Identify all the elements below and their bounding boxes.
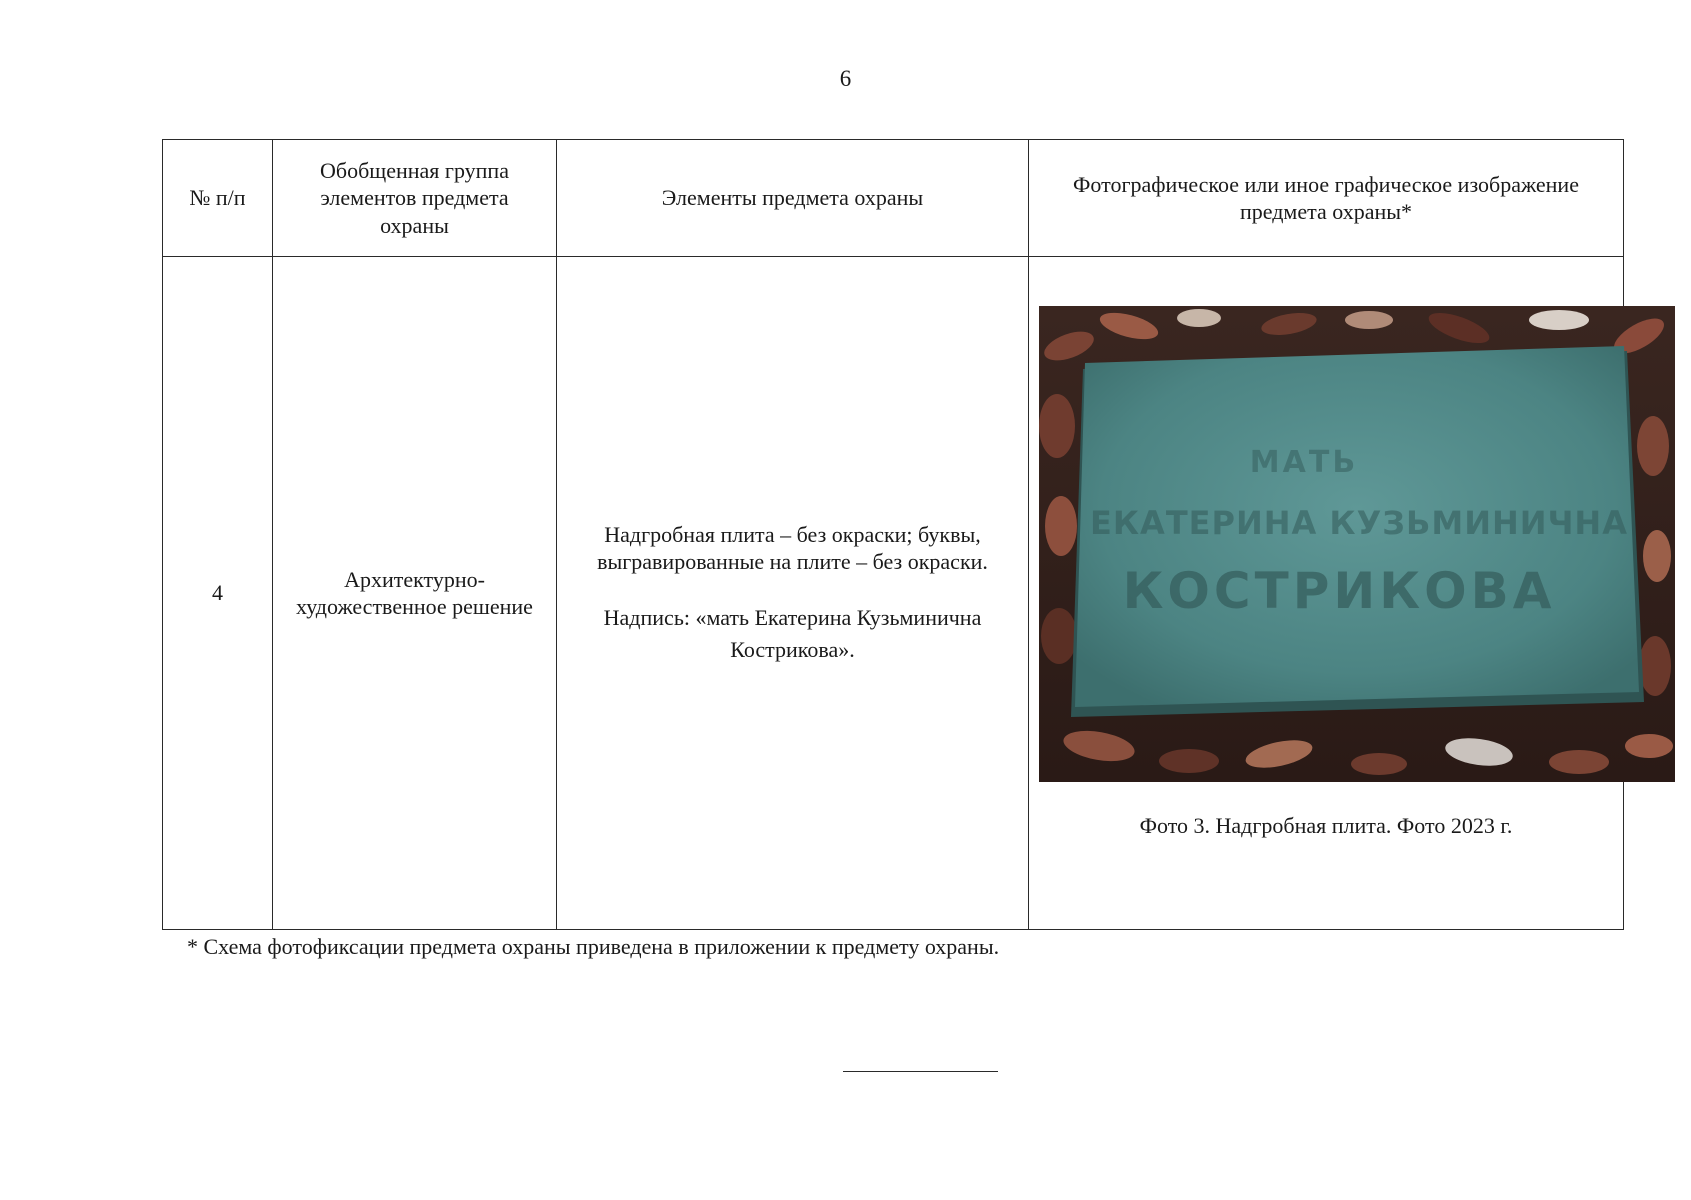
header-photo: Фотографическое или иное графическое изображение предмета охраны*: [1029, 140, 1624, 257]
inscription-line-3: КОСТРИКОВА: [1122, 562, 1556, 621]
footnote: * Схема фотофиксации предмета охраны приведена в приложении к предмету охраны.: [187, 934, 1000, 959]
photo-caption: Фото 3. Надгробная плита. Фото 2023 г.: [1139, 813, 1513, 839]
protection-table: [162, 139, 1628, 930]
inscription-line-1: МАТЬ: [1249, 445, 1359, 481]
row-number: 4: [163, 257, 273, 930]
elements-description: Надгробная плита – без окраски; буквы, выгравированные на плите – без окраски.: [597, 521, 988, 575]
row-photo: [1029, 257, 1628, 930]
page-number: 6: [839, 66, 852, 91]
header-number: № п/п: [163, 140, 273, 257]
row-group: Архитектурно-художественное решение: [273, 257, 557, 930]
table-header-row: [163, 140, 1624, 257]
header-elements: Элементы предмета охраны: [557, 140, 1029, 257]
protection-table-wrapper: [162, 139, 1628, 930]
inscription-line-2: ЕКАТЕРИНА КУЗЬМИНИЧНА: [1090, 504, 1628, 543]
bottom-divider: [843, 1071, 998, 1072]
row-elements: [557, 257, 1029, 930]
header-group: Обобщенная группа элементов предмета охраны: [273, 140, 557, 257]
tombstone-photo: [1039, 306, 1675, 782]
tombstone-photo-image: [1039, 306, 1675, 782]
table-row: [163, 257, 1624, 930]
elements-inscription: Надпись: «мать Екатерина Кузьминична Кострикова».: [603, 604, 982, 662]
